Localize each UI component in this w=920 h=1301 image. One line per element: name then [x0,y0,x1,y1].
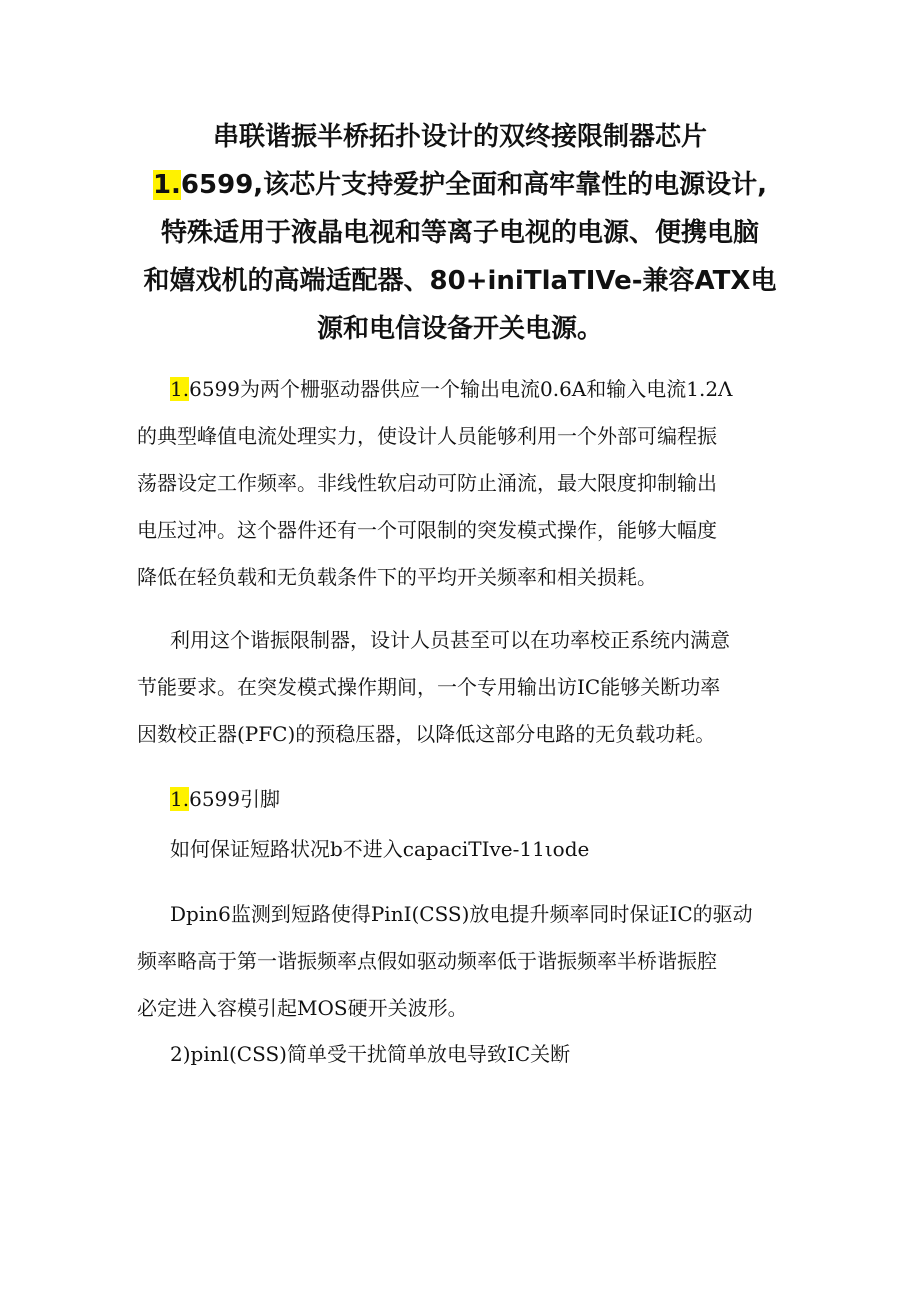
paragraph-1-line-1 [137,366,733,413]
paragraph-1-line-3: 荡器设定工作频率。非线性软启动可防止涌流，最大限度抑制输出 [137,471,717,495]
paragraph-3-line-2: 频率略高于第一谐振频率点假如驱动频率低于谐振频率半桥谐振腔 [137,949,717,973]
paragraph-question-line: 如何保证短路状况b不进入capaciTIve-11ιode [170,837,590,861]
paragraph-1-line-1-text: 6599为两个栅驱动器供应一个输出电流0.6A和输入电流1.2Λ [189,377,733,401]
paragraph-2-line-1: 利用这个谐振限制器，设计人员甚至可以在功率校正系统内满意 [170,628,730,652]
paragraph-question [137,826,589,873]
title-line-3: 特殊适用于液晶电视和等离子电视的电源、便携电脑 [160,218,759,248]
title-line-4: 和嬉戏机的高端适配器、80+iniTlaTIVe-兼容ATX电 [143,266,777,296]
section-heading-text: 6599引脚 [189,787,280,811]
document-title [130,113,790,353]
paragraph-3-line-1: Dpin6监测到短路使得PinI(CSS)放电提升频率同时保证IC的驱动 [170,902,753,926]
paragraph-1 [137,366,733,601]
title-line-1: 串联谐振半桥拓扑设计的双终接限制器芯片 [212,122,707,152]
section-heading [137,776,280,823]
title-line-5: 源和电信设备开关电源。 [316,314,603,344]
paragraph-2-line-3: 因数校正器(PFC)的预稳压器，以降低这部分电路的无负载功耗。 [137,722,716,746]
paragraph-1-line-2: 的典型峰值电流处理实力，使设计人员能够利用一个外部可编程振 [137,424,717,448]
paragraph-1-line-5: 降低在轻负载和无负载条件下的平均开关频率和相关损耗。 [137,565,657,589]
paragraph-2 [137,617,730,758]
highlighted-number: 1. [170,787,190,811]
paragraph-2-line-2: 节能要求。在突发模式操作期间，一个专用输出访IC能够关断功率 [137,675,721,699]
paragraph-1-line-4: 电压过冲。这个器件还有一个可限制的突发模式操作，能够大幅度 [137,518,717,542]
paragraph-3-line-3: 必定进入容模引起MOS硬开关波形。 [137,996,468,1020]
paragraph-3 [137,891,753,1032]
highlighted-number: 1. [170,377,190,401]
paragraph-4 [137,1031,570,1078]
paragraph-4-line-1: 2)pinl(CSS)简单受干扰简单放电导致IC关断 [170,1042,571,1066]
title-line-2-text: 6599,该芯片支持爱护全面和高牢靠性的电源设计, [180,170,768,200]
section-heading-line [137,776,280,823]
title-line-2 [130,161,790,209]
highlighted-number: 1. [152,170,181,200]
